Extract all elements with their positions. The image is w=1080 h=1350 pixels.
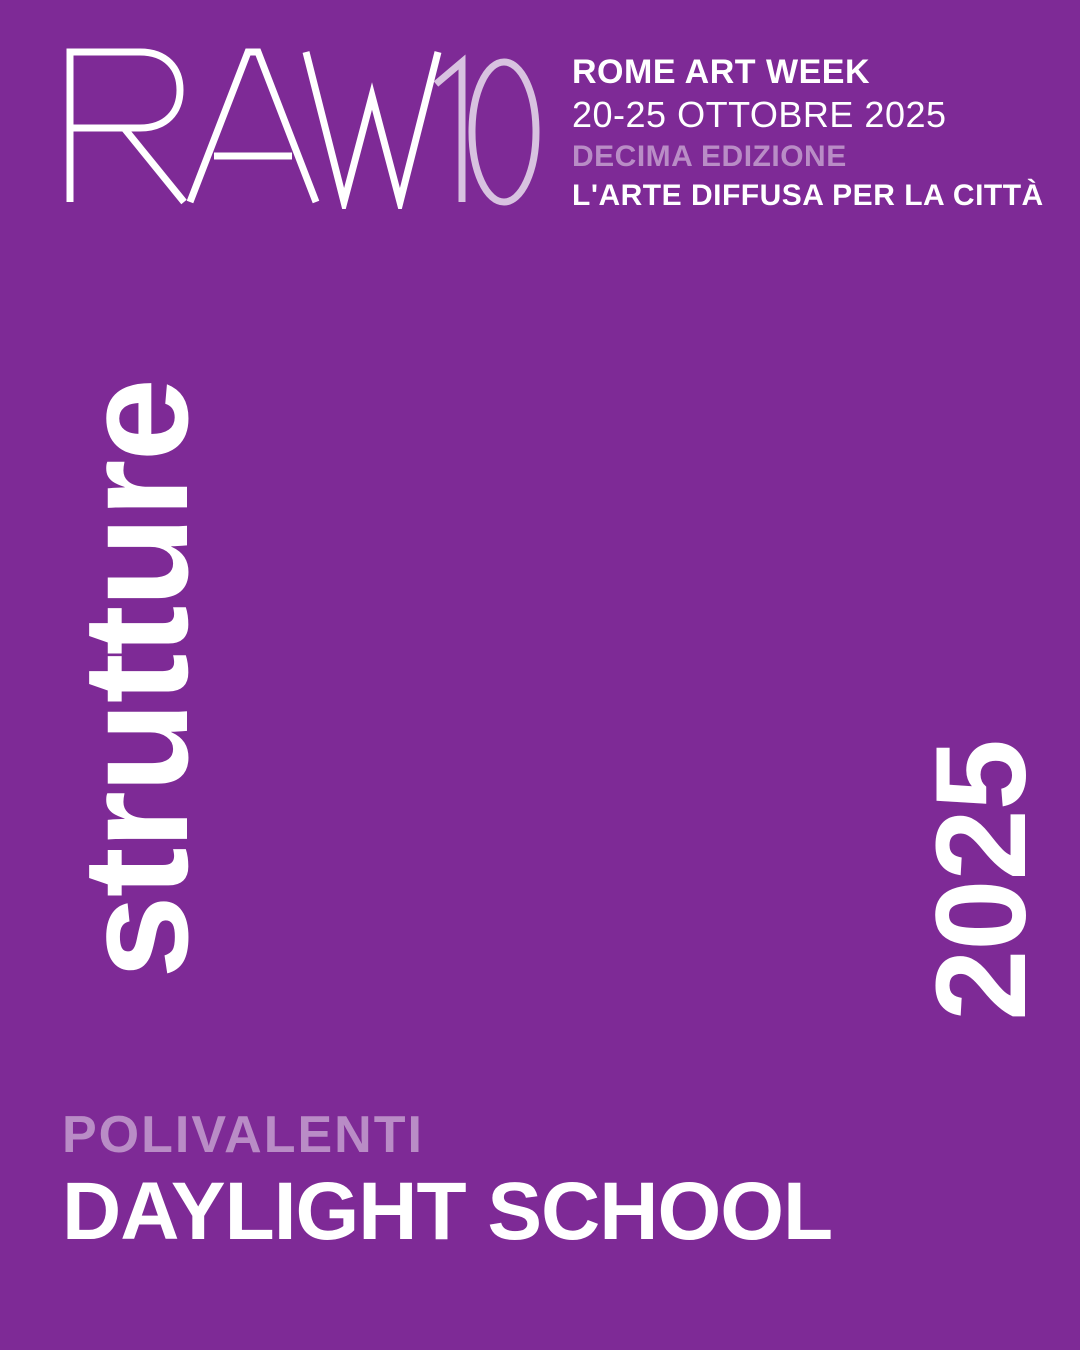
event-dates: 20-25 OTTOBRE 2025 — [572, 94, 947, 136]
page-title: DAYLIGHT SCHOOL — [62, 1166, 833, 1258]
event-name: ROME ART WEEK — [572, 53, 871, 91]
bottom-title-block — [62, 1105, 1042, 1258]
raw10-logo — [62, 44, 542, 209]
header-text-block — [572, 52, 1044, 213]
vertical-year-label: 2025 — [910, 740, 1053, 1021]
event-tagline: L'ARTE DIFFUSA PER LA CITTÀ — [572, 178, 1044, 212]
event-edition: DECIMA EDIZIONE — [572, 139, 847, 173]
subtitle-kicker: POLIVALENTI — [62, 1105, 424, 1164]
vertical-category-label: strutture — [51, 380, 219, 979]
